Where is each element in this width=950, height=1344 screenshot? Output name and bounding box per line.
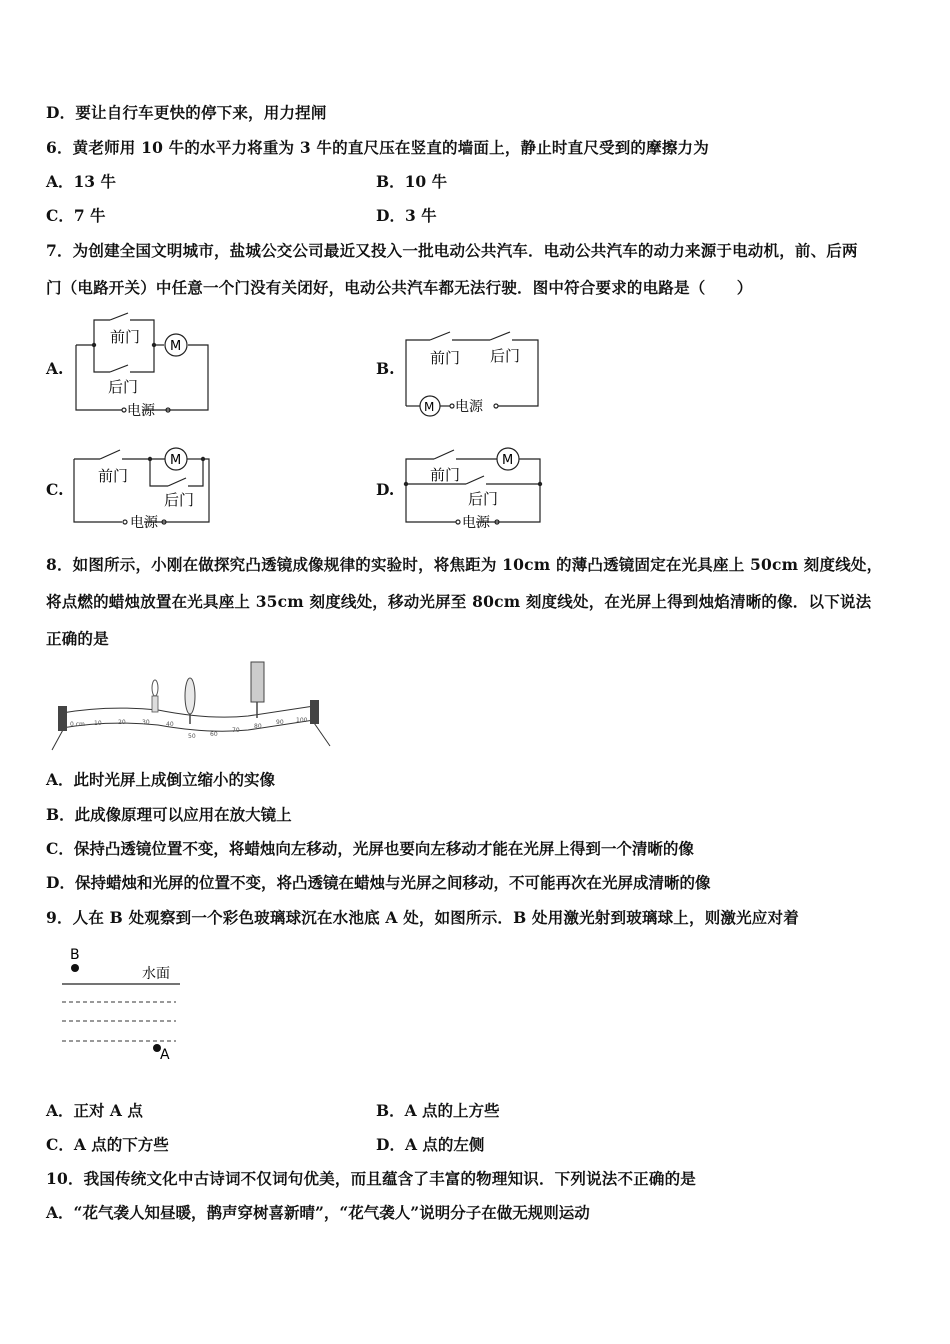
prev-option-d: D．要让自行车更快的停下来，用力捏闸	[46, 103, 327, 122]
tick-80: 80	[254, 723, 262, 730]
back-door-label-a: 后门	[108, 378, 139, 396]
q6-option-b: B．10 牛	[376, 172, 448, 191]
power-label-b: 电源	[455, 399, 483, 415]
tick-50: 50	[188, 733, 196, 740]
q9-option-b: B．A 点的上方些	[376, 1101, 500, 1120]
q8-option-b: B．此成像原理可以应用在放大镜上	[46, 805, 292, 824]
power-label-a: 电源	[127, 403, 155, 417]
tick-100: 100	[296, 717, 308, 724]
tick-90: 90	[276, 719, 284, 726]
front-door-label-c: 前门	[98, 467, 129, 485]
q9-stem: 9．人在 B 处观察到一个彩色玻璃球沉在水池底 A 处，如图所示．B 处用激光射到玻璃球上，则激光应对着	[46, 908, 799, 927]
bench-right-end	[310, 700, 319, 724]
tick-60: 60	[210, 731, 218, 738]
q8-option-a: A．此时光屏上成倒立缩小的实像	[46, 770, 276, 789]
motor-label-a: M	[170, 339, 182, 354]
point-a-label: A	[160, 1047, 170, 1063]
q8-option-d: D．保持蜡烛和光屏的位置不变，将凸透镜在蜡烛与光屏之间移动，不可能再次在光屏成清晰的像	[46, 873, 711, 892]
motor-label-c: M	[170, 453, 182, 468]
water-pool-figure	[56, 942, 186, 1067]
q7-option-a-label: A.	[46, 359, 64, 378]
bench-scale	[70, 717, 308, 740]
q6-option-d: D．3 牛	[376, 206, 437, 225]
q7-option-c-label: C.	[46, 480, 64, 499]
power-label-d: 电源	[462, 515, 490, 531]
back-door-label-c: 后门	[164, 491, 195, 509]
front-door-label-a: 前门	[110, 328, 141, 346]
q7-option-d-label: D.	[376, 480, 395, 499]
q8-stem-line2: 将点燃的蜡烛放置在光具座上 35cm 刻度线处，移动光屏至 80cm 刻度线处，在光屏上得到烛焰清晰的像．以下说法	[46, 592, 872, 611]
back-door-label-b: 后门	[490, 347, 521, 365]
q8-option-c: C．保持凸透镜位置不变，将蜡烛向左移动，光屏也要向左移动才能在光屏上得到一个清晰的像	[46, 839, 694, 858]
q10-stem: 10．我国传统文化中古诗词不仅词句优美，而且蕴含了丰富的物理知识．下列说法不正确的是	[46, 1169, 696, 1188]
tick-70: 70	[232, 727, 240, 734]
tick-40: 40	[166, 721, 174, 728]
tick-10: 10	[94, 720, 102, 727]
tick-0: 0 cm	[70, 721, 85, 728]
circuit-diagram-d	[400, 442, 545, 532]
q6-stem: 6．黄老师用 10 牛的水平力将重为 3 牛的直尺压在竖直的墙面上，静止时直尺受到的摩擦力为	[46, 138, 709, 157]
front-door-label-b: 前门	[430, 349, 461, 367]
tick-30: 30	[142, 719, 150, 726]
q10-option-a: A．“花气袭人知昼暖，鹊声穿树喜新晴”，“花气袭人”说明分子在做无规则运动	[46, 1203, 590, 1222]
q8-stem-line3: 正确的是	[46, 629, 109, 648]
q9-option-d: D．A 点的左侧	[376, 1135, 485, 1154]
water-surface-label: 水面	[142, 966, 170, 982]
power-label-c: 电源	[130, 515, 158, 531]
q6-option-c: C．7 牛	[46, 206, 106, 225]
back-door-label-d: 后门	[468, 490, 499, 508]
q7-stem-line2: 门（电路开关）中任意一个门没有关闭好，电动公共汽车都无法行驶．图中符合要求的电路是（ ）	[46, 278, 753, 297]
light-screen	[251, 662, 264, 718]
motor-label-b: M	[424, 400, 435, 414]
candle	[152, 680, 158, 712]
front-door-label-d: 前门	[430, 466, 461, 484]
q9-option-a: A．正对 A 点	[46, 1101, 143, 1120]
motor-label-d: M	[502, 453, 514, 468]
q8-stem-line1: 8．如图所示，小刚在做探究凸透镜成像规律的实验时，将焦距为 10cm 的薄凸透镜固定在光具座上 50cm 刻度线处，	[46, 555, 883, 574]
tick-20: 20	[118, 719, 126, 726]
q7-option-b-label: B.	[376, 359, 395, 378]
optical-bench-figure	[48, 658, 338, 753]
q9-option-c: C．A 点的下方些	[46, 1135, 169, 1154]
q7-stem-line1: 7．为创建全国文明城市，盐城公交公司最近又投入一批电动公共汽车．电动公共汽车的动力来源于电动机，前、后两	[46, 241, 858, 260]
q6-option-a: A．13 牛	[46, 172, 116, 191]
point-b-label: B	[70, 947, 80, 963]
point-b-marker	[71, 964, 79, 972]
bench-left-end	[58, 706, 67, 731]
convex-lens	[185, 678, 195, 724]
circuit-diagram-c	[70, 442, 215, 532]
circuit-diagram-b	[400, 322, 545, 417]
circuit-diagram-a	[70, 312, 215, 417]
